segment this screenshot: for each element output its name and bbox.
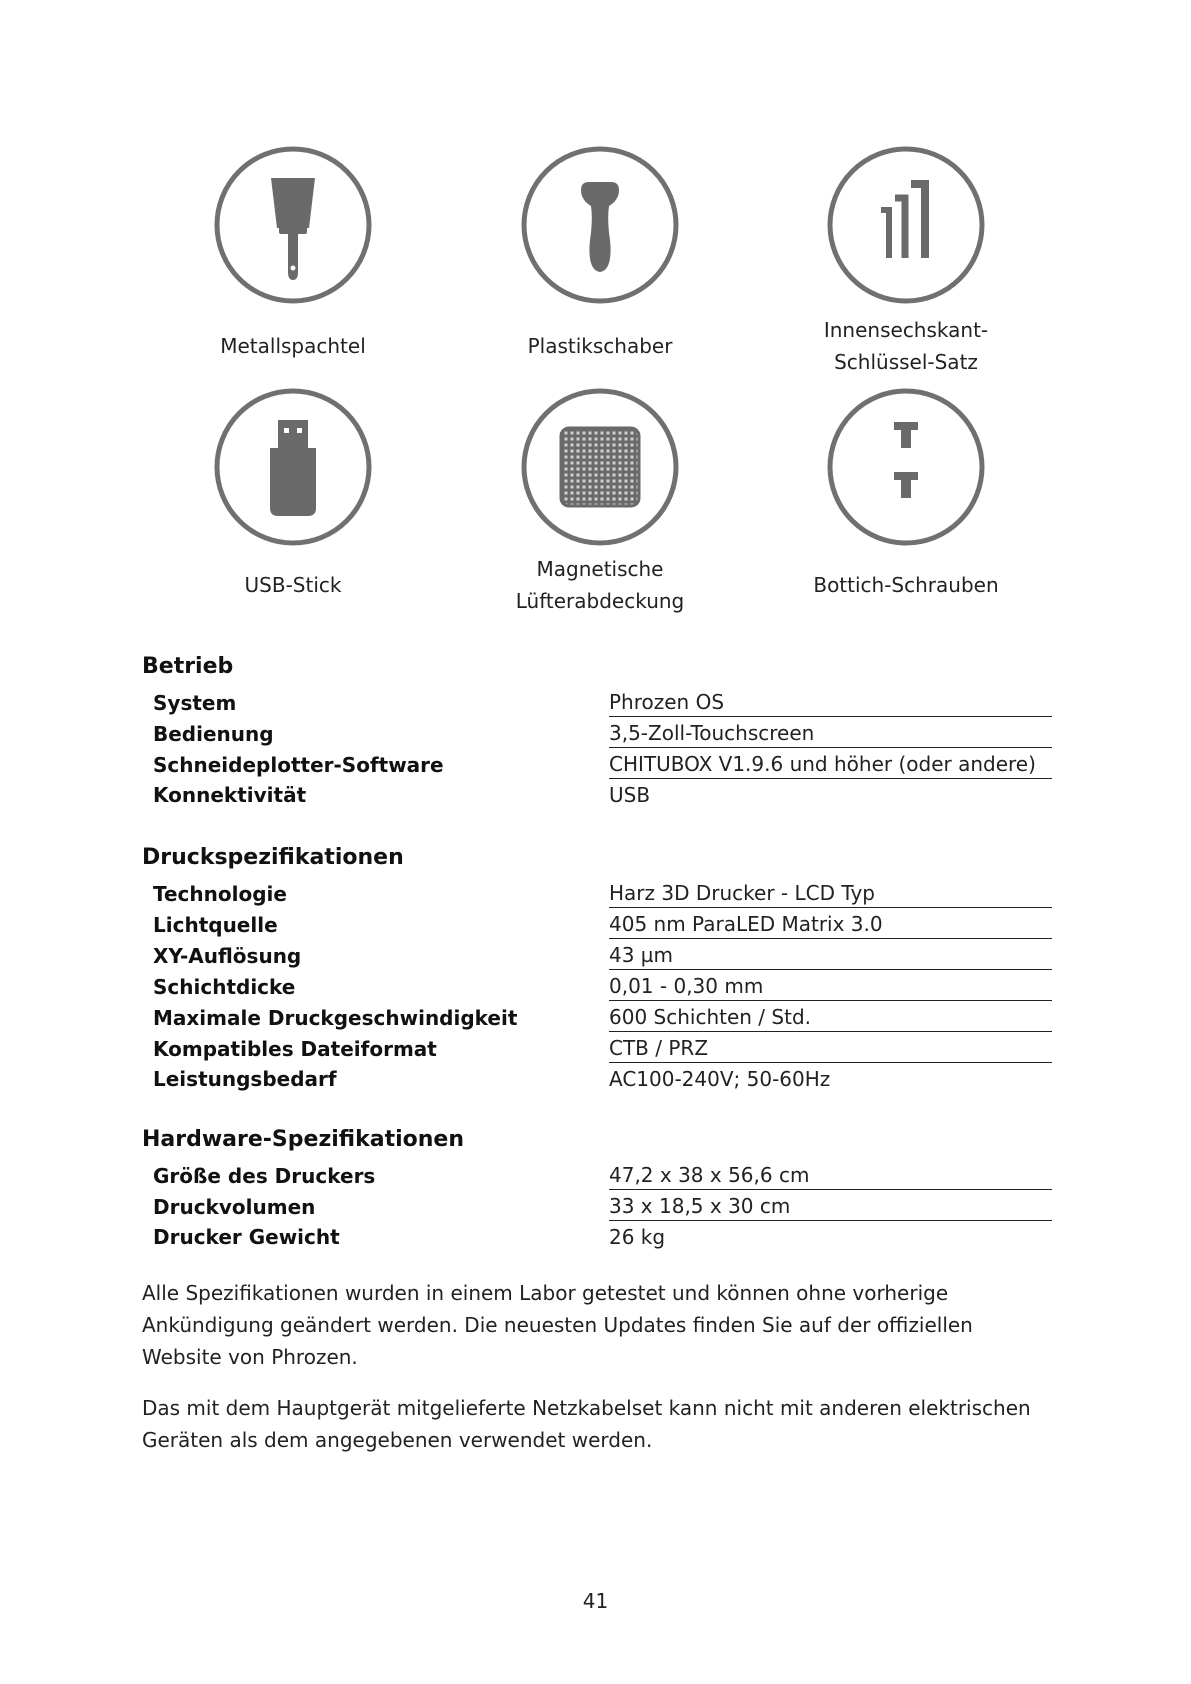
accessory-label-line1: Magnetische — [536, 557, 664, 581]
spec-key: Kompatibles Dateiformat — [153, 1036, 437, 1061]
table-row — [142, 1063, 1052, 1094]
spec-value: 47,2 x 38 x 56,6 cm — [609, 1159, 1052, 1190]
table-row — [142, 748, 1052, 779]
accessory-plastic-scraper — [450, 140, 750, 358]
spec-key: System — [153, 690, 237, 715]
spec-key: Lichtquelle — [153, 912, 278, 937]
section-title-druckspezifikationen: Druckspezifikationen — [142, 845, 404, 870]
table-row — [142, 1001, 1052, 1032]
usb-stick-icon — [208, 382, 378, 552]
spec-key: Drucker Gewicht — [153, 1225, 340, 1249]
spec-key: Größe des Druckers — [153, 1163, 376, 1188]
table-row — [142, 1032, 1052, 1063]
table-row — [142, 877, 1052, 908]
table-row — [142, 970, 1052, 1001]
spec-value: Harz 3D Drucker - LCD Typ — [609, 877, 1052, 908]
spec-value: AC100-240V; 50-60Hz — [609, 1067, 831, 1091]
accessory-vat-screws — [756, 382, 1056, 597]
table-row — [142, 1159, 1052, 1190]
spec-key: Bedienung — [153, 721, 274, 746]
spec-value: CTB / PRZ — [609, 1032, 1052, 1063]
accessory-label: Metallspachtel — [220, 334, 366, 358]
spec-value: Phrozen OS — [609, 686, 1052, 717]
spec-value: 43 µm — [609, 939, 1052, 970]
spec-key: Konnektivität — [153, 783, 307, 807]
accessory-metal-spatula — [143, 140, 443, 358]
accessory-label: Bottich-Schrauben — [813, 573, 999, 597]
table-row — [142, 908, 1052, 939]
spec-value: 0,01 - 0,30 mm — [609, 970, 1052, 1001]
note-power-cable: Das mit dem Hauptgerät mitgelieferte Netzkabelset kann nicht mit anderen elektrischen Geräten als dem angegebenen verwendet werden. — [142, 1396, 1031, 1452]
table-row — [142, 939, 1052, 970]
spec-value: 3,5-Zoll-Touchscreen — [609, 717, 1052, 748]
spec-value: 26 kg — [609, 1225, 666, 1249]
accessory-label-line1: Innensechskant- — [823, 318, 989, 342]
druck-table — [142, 877, 1052, 1093]
spec-key: Technologie — [153, 881, 287, 906]
spec-value: 33 x 18,5 x 30 cm — [609, 1190, 1052, 1221]
section-title-hardware: Hardware-Spezifikationen — [142, 1127, 464, 1152]
accessory-hex-key-set — [756, 140, 1056, 374]
spec-key: Leistungsbedarf — [153, 1067, 337, 1091]
spec-key: Schichtdicke — [153, 974, 296, 999]
accessory-magnetic-fan-cover — [450, 382, 750, 613]
vat-screws-icon — [821, 382, 991, 552]
spec-value: USB — [609, 783, 651, 807]
note-disclaimer: Alle Spezifikationen wurden in einem Labor getestet und können ohne vorherige Ankündigung geändert werden. Die neuesten Updates finden Sie auf der offiziellen Website von Phrozen. — [142, 1281, 973, 1369]
spec-value: CHITUBOX V1.9.6 und höher (oder andere) — [609, 748, 1052, 779]
accessory-label-line2: Lüfterabdeckung — [515, 589, 685, 613]
accessory-label-line2: Schlüssel-Satz — [834, 350, 978, 374]
section-title-betrieb: Betrieb — [142, 654, 234, 679]
table-row — [142, 1221, 1052, 1252]
hardware-table — [142, 1159, 1052, 1251]
spec-value: 600 Schichten / Std. — [609, 1001, 1052, 1032]
hex-key-set-icon — [821, 140, 991, 310]
spec-key: Schneideplotter-Software — [153, 752, 444, 777]
accessory-usb-stick — [143, 382, 443, 597]
page-number: 41 — [582, 1589, 609, 1613]
spec-key: XY-Auflösung — [153, 943, 302, 968]
magnetic-fan-cover-icon — [515, 382, 685, 552]
betrieb-table — [142, 686, 1052, 809]
table-row — [142, 717, 1052, 748]
metal-spatula-icon — [208, 140, 378, 310]
plastic-scraper-icon — [515, 140, 685, 310]
spec-value: 405 nm ParaLED Matrix 3.0 — [609, 908, 1052, 939]
accessory-label: USB-Stick — [244, 573, 342, 597]
spec-key: Druckvolumen — [153, 1194, 316, 1219]
table-row — [142, 779, 1052, 810]
table-row — [142, 1190, 1052, 1221]
spec-key: Maximale Druckgeschwindigkeit — [153, 1005, 518, 1030]
table-row — [142, 686, 1052, 717]
accessory-label: Plastikschaber — [527, 334, 673, 358]
